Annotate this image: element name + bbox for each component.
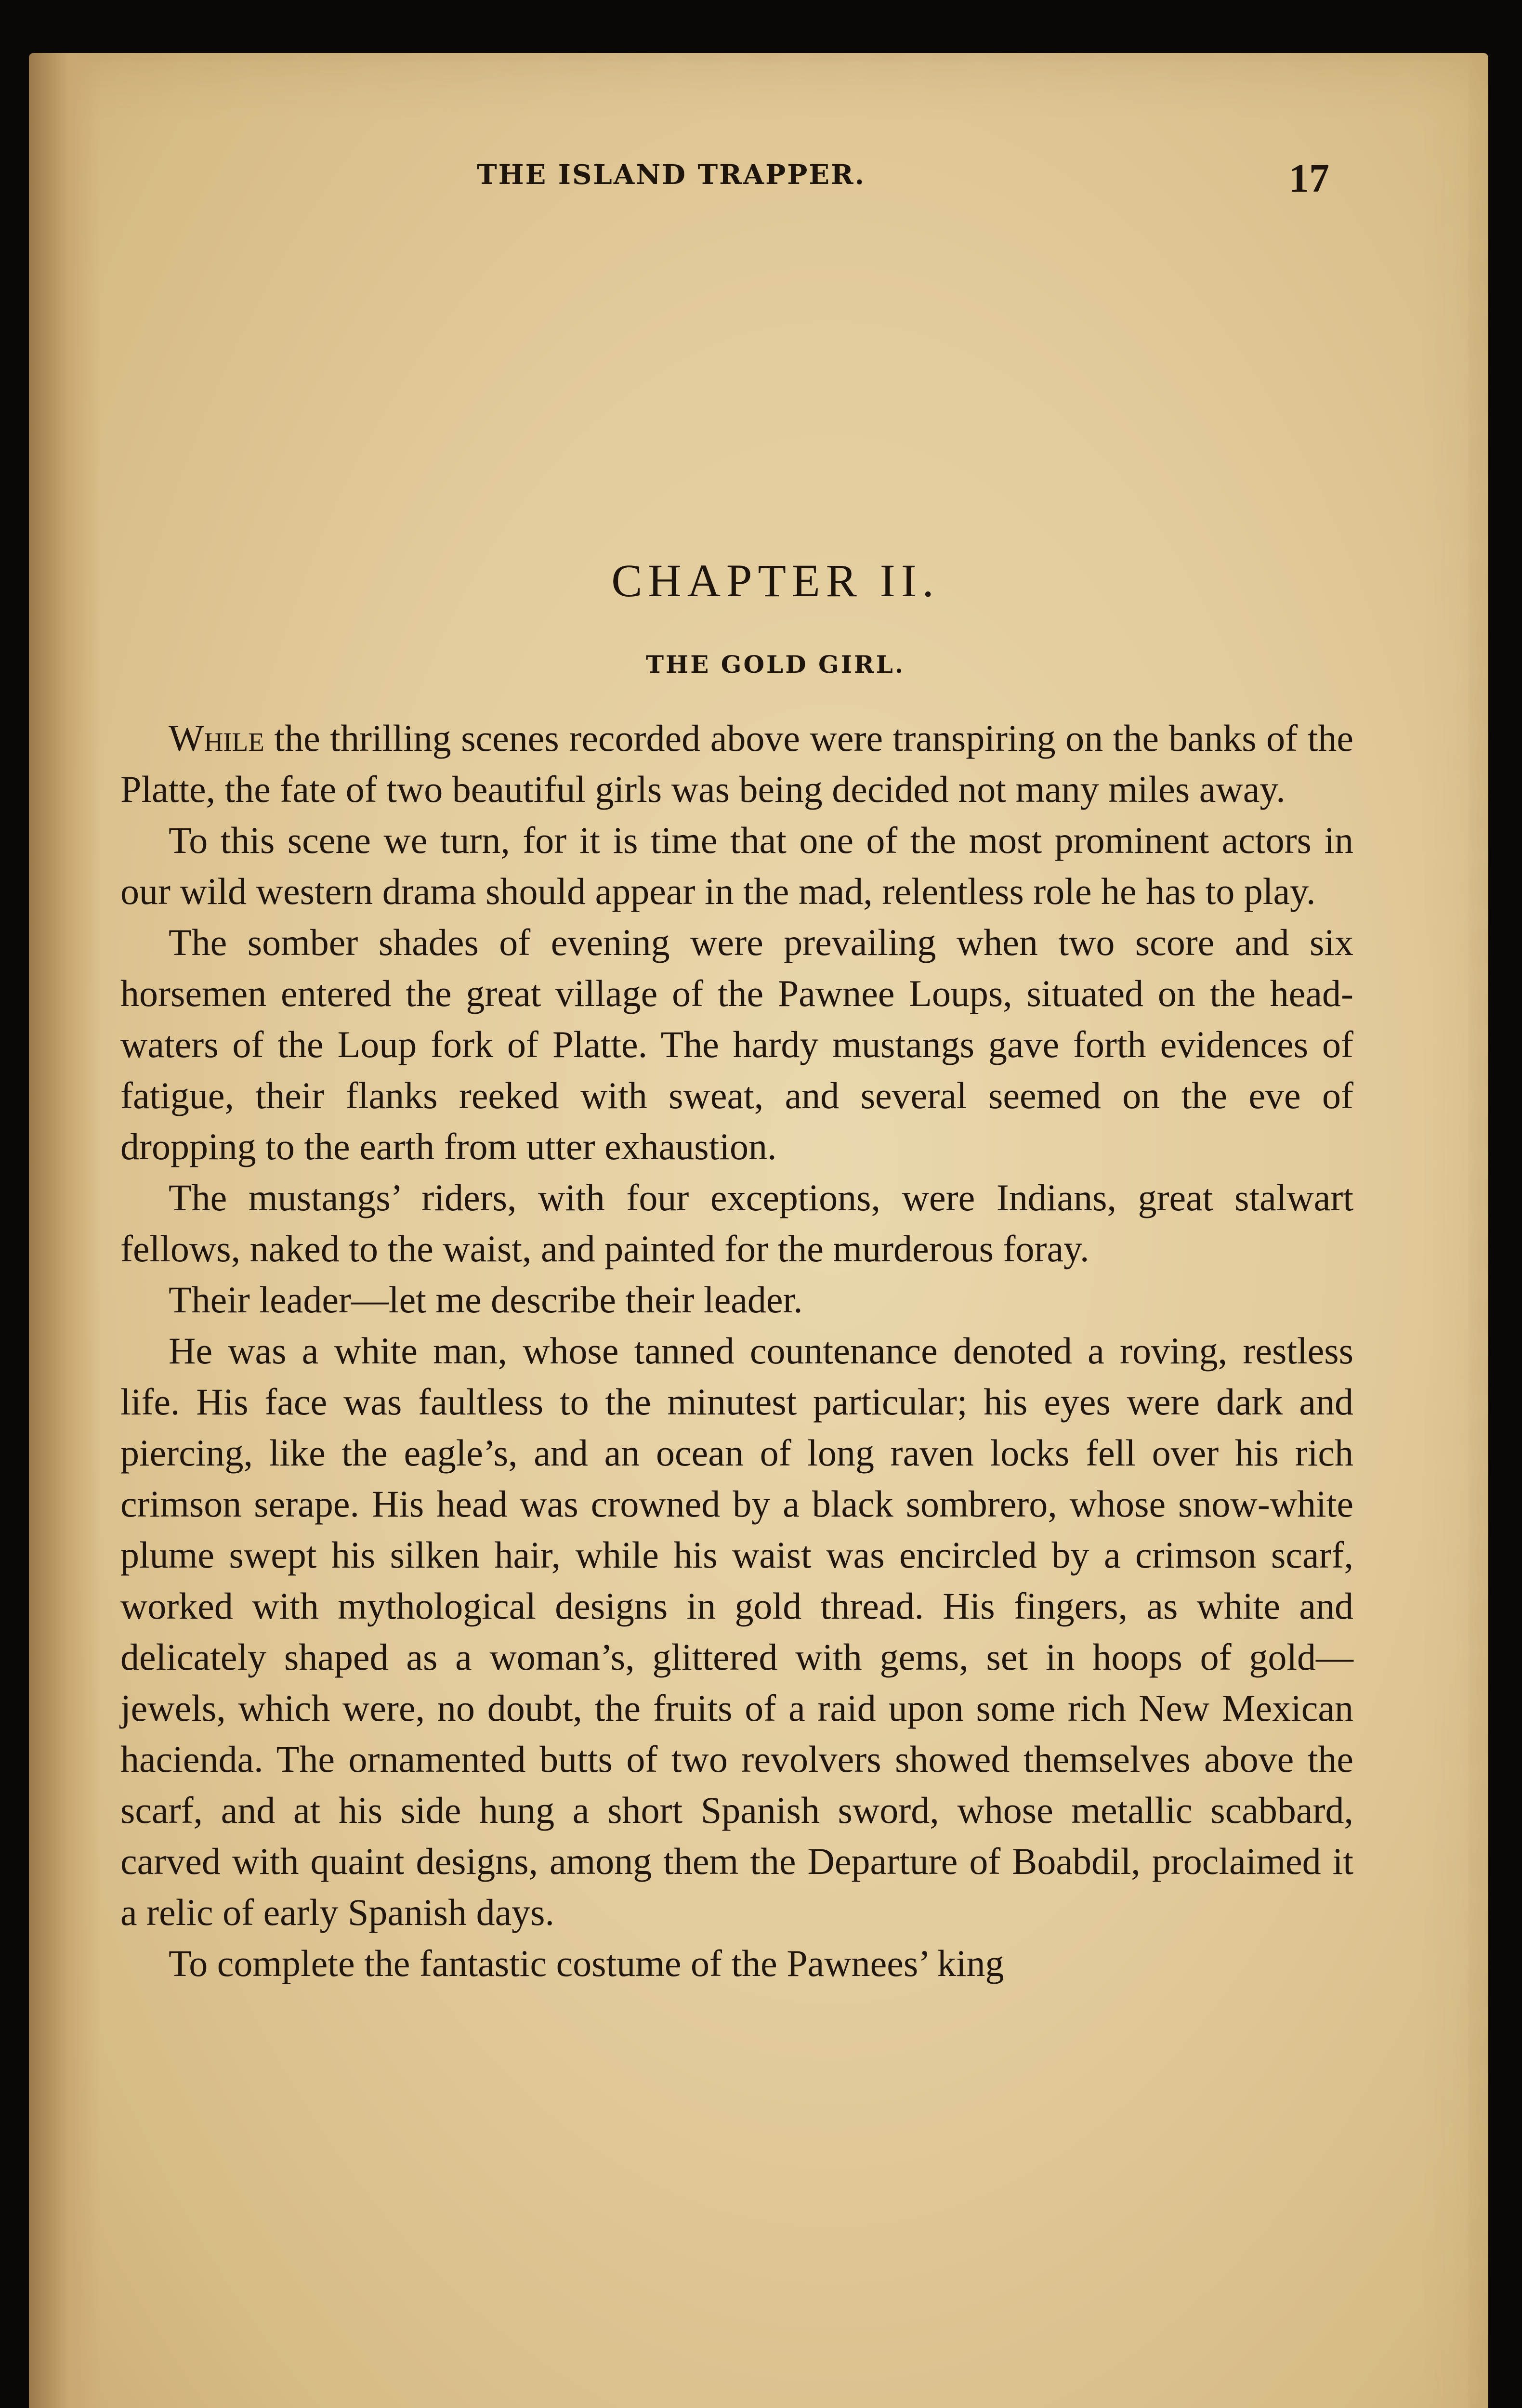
paragraph-5	[120, 1274, 1353, 1325]
paragraph-text: The somber shades of evening were prevailing when two score and six horsemen entered the great village of the Pawnee Loups, situated on the head-waters of the Loup fork of Platte. The hardy mustangs gave forth evidences of fatigue, their flanks reeked with sweat, and several seemed on the eve of dropping to the earth from utter exhaustion.	[120, 921, 1353, 1167]
paragraph-1	[120, 713, 1353, 815]
body-text	[120, 713, 1353, 1989]
paragraph-text: The mustangs’ riders, with four exceptions, were Indians, great stalwart fellows, naked to the waist, and painted for the murderous foray.	[120, 1177, 1353, 1269]
paragraph-3	[120, 917, 1353, 1172]
paragraph-2	[120, 815, 1353, 917]
page-number: 17	[1289, 156, 1329, 201]
chapter-title: CHAPTER II.	[611, 555, 940, 606]
paragraph-4	[120, 1172, 1353, 1274]
paragraph-text: To this scene we turn, for it is time that one of the most prominent actors in our wild western drama should appear in the mad, relentless role he has to play.	[120, 819, 1353, 912]
paragraph-lead-word: While	[169, 717, 264, 759]
running-head	[29, 156, 1488, 217]
chapter-subtitle: THE GOLD GIRL.	[645, 650, 905, 679]
paragraph-text: He was a white man, whose tanned countenance denoted a roving, restless life. His face was faultless to the minutest particular; his eyes were dark and piercing, like the eagle’s, and an ocean of long raven locks fell over his rich crimson serape. His head was crowned by a black sombrero, whose snow-white plume swept his silken hair, while his waist was encircled by a crimson scarf, worked with mythological designs in gold thread. His fingers, as white and delicately shaped as a woman’s, glittered with gems, set in hoops of gold—jewels, which were, no doubt, the fruits of a raid upon some rich New Mexican hacienda. The ornamented butts of two revolvers showed themselves above the scarf, and at his side hung a short Spanish sword, whose metallic scabbard, carved with quaint designs, among them the Departure of Boabdil, proclaimed it a relic of early Spanish days.	[120, 1330, 1353, 1933]
book-page	[29, 53, 1488, 2408]
paragraph-text: the thrilling scenes recorded above were transpiring on the banks of the Platte, the fate of two beautiful girls was being decided not many miles away.	[120, 717, 1353, 810]
paragraph-6	[120, 1325, 1353, 1938]
paragraph-text: To complete the fantastic costume of the Pawnees’ king	[169, 1942, 1004, 1984]
paragraph-text: Their leader—let me describe their leader.	[169, 1279, 803, 1321]
running-title: THE ISLAND TRAPPER.	[477, 159, 866, 191]
paragraph-7	[120, 1938, 1353, 1989]
book-spine-shadow	[29, 53, 101, 2408]
